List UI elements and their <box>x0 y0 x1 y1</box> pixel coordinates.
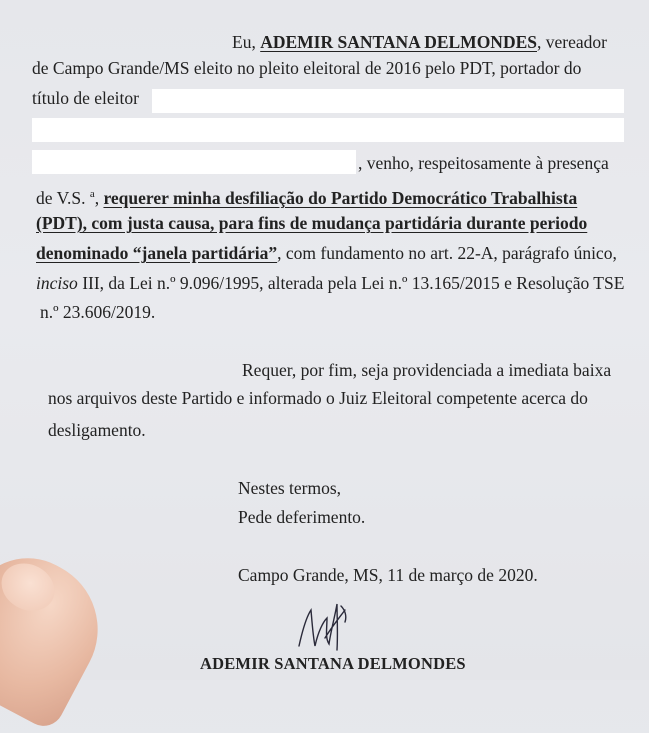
closing-line1: Nestes termos, <box>238 478 342 498</box>
paragraph1-line5: de V.S. $^a$, requerer minha desfiliação do Partido Democrático Trabalhista <box>36 187 578 208</box>
paragraph1-line6: (PDT), com justa causa, para fins de mudança partidária durante periodo <box>36 213 588 233</box>
paragraph2-line1: Requer, por fim, seja providenciada a imediata baixa <box>242 360 612 380</box>
redaction-box <box>152 89 624 113</box>
paragraph1-line2: de Campo Grande/MS eleito no pleito eleitoral de 2016 pelo PDT, portador do <box>32 58 582 78</box>
paragraph1-line3: título de eleitor <box>32 88 139 108</box>
redaction-box <box>32 150 356 174</box>
paragraph2-line3: desligamento. <box>48 420 146 440</box>
place-date: Campo Grande, MS, 11 de março de 2020. <box>238 565 538 585</box>
paragraph1-line8: inciso III, da Lei n.º 9.096/1995, alterada pela Lei n.º 13.165/2015 e Resolução TSE <box>36 273 625 293</box>
closing-line2: Pede deferimento. <box>238 507 366 527</box>
paragraph2-line2: nos arquivos deste Partido e informado o Juiz Eleitoral competente acerca do <box>48 388 588 408</box>
finger-thumb <box>0 537 122 733</box>
signatory-name: ADEMIR SANTANA DELMONDES <box>200 654 466 673</box>
redaction-box <box>32 118 624 142</box>
paragraph1-line1: Eu, ADEMIR SANTANA DELMONDES, vereador <box>232 32 607 52</box>
paragraph1-line7: denominado “janela partidária”, com fundamento no art. 22-A, parágrafo único, <box>36 243 617 263</box>
paragraph1-line9: n.º 23.606/2019. <box>40 302 156 322</box>
author-name: ADEMIR SANTANA DELMONDES <box>260 32 537 52</box>
fingernail <box>0 554 63 620</box>
paragraph1-line4: , venho, respeitosamente à presença <box>358 153 609 173</box>
